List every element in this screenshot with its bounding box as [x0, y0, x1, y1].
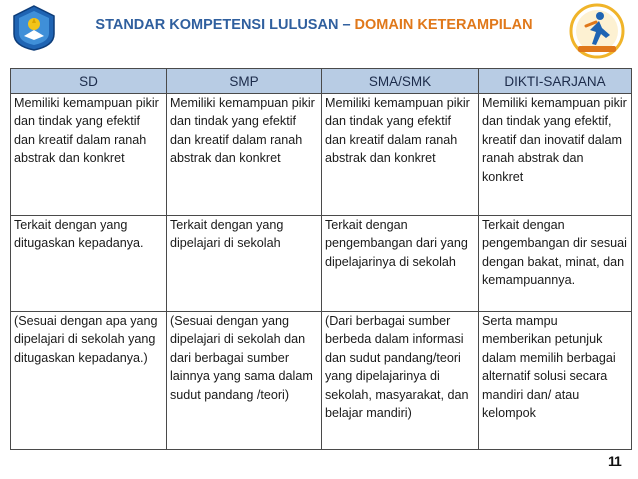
- table-cell: Terkait dengan yang dipelajari di sekolah: [167, 216, 322, 312]
- table-row: [11, 216, 632, 312]
- competency-table: [10, 68, 632, 450]
- table-cell: (Dari berbagai sumber berbeda dalam informasi dan sudut pandang/teori yang dipelajarinya di sekolah, masyarakat, dan belajar mandiri): [322, 312, 479, 450]
- table-cell: (Sesuai dengan apa yang dipelajari di sekolah yang ditugaskan kepadanya.): [11, 312, 167, 450]
- table-header-row: [11, 69, 632, 94]
- table-cell: Terkait dengan pengembangan dir sesuai dengan bakat, minat, dan kemampuannya.: [479, 216, 632, 312]
- table-cell: Memiliki kemampuan pikir dan tindak yang efektif dan kreatif dalam ranah abstrak dan konkret: [322, 94, 479, 216]
- column-header-dikti-sarjana: DIKTI-SARJANA: [479, 69, 632, 94]
- table-cell: Terkait dengan yang ditugaskan kepadanya.: [11, 216, 167, 312]
- page-number: 11: [608, 453, 621, 469]
- table-row: [11, 312, 632, 450]
- column-header-sd: SD: [11, 69, 167, 94]
- table-row: [11, 94, 632, 216]
- kemendikbud-logo-icon: [10, 4, 58, 52]
- column-header-sma-smk: SMA/SMK: [322, 69, 479, 94]
- table-cell: Serta mampu memberikan petunjuk dalam memilih berbagai alternatif solusi secara mandiri dan/ atau kelompok: [479, 312, 632, 450]
- kurikulum-2013-logo-icon: [566, 2, 628, 60]
- table-cell: Memiliki kemampuan pikir dan tindak yang efektif dan kreatif dalam ranah abstrak dan konkret: [11, 94, 167, 216]
- title-separator: –: [338, 17, 355, 33]
- table-cell: Terkait dengan pengembangan dari yang dipelajarinya di sekolah: [322, 216, 479, 312]
- title-domain: DOMAIN KETERAMPILAN: [354, 17, 533, 33]
- table-cell: Memiliki kemampuan pikir dan tindak yang efektif dan kreatif dalam ranah abstrak dan konkret: [167, 94, 322, 216]
- title-main: STANDAR KOMPETENSI LULUSAN: [95, 17, 339, 33]
- column-header-smp: SMP: [167, 69, 322, 94]
- table-cell: Memiliki kemampuan pikir dan tindak yang efektif, kreatif dan inovatif dalam ranah abstrak dan konkret: [479, 94, 632, 216]
- page-title: [60, 17, 568, 33]
- table-cell: (Sesuai dengan yang dipelajari di sekolah dan dari berbagai sumber lainnya yang sama dalam sudut pandang /teori): [167, 312, 322, 450]
